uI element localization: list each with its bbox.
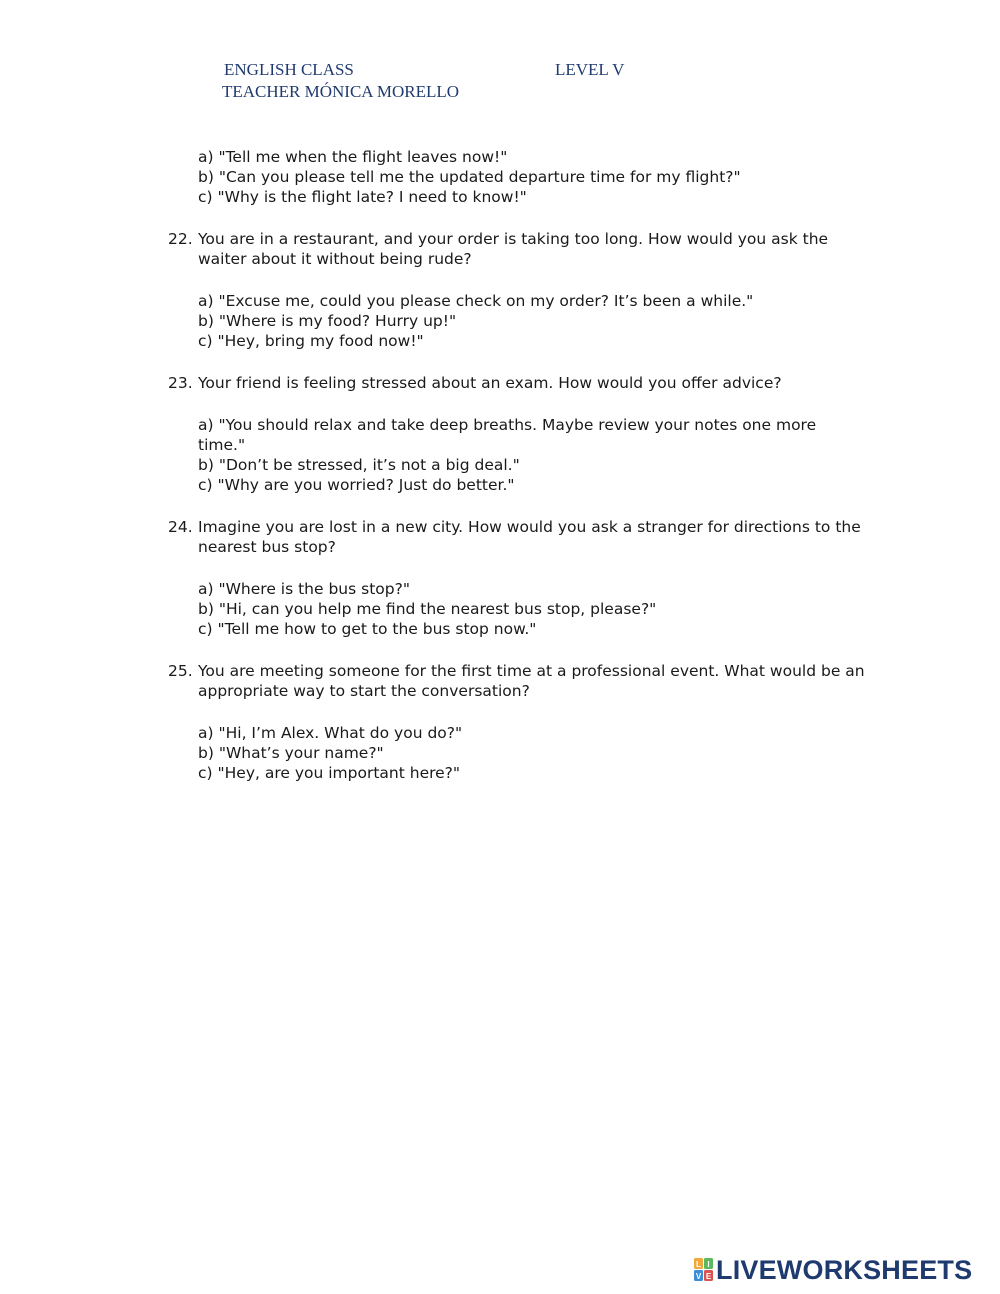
option-a[interactable]: a) "Excuse me, could you please check on my order? It’s been a while." bbox=[198, 292, 754, 310]
question-number: 22. bbox=[168, 230, 193, 248]
question-number: 25. bbox=[168, 662, 193, 680]
answer-options bbox=[198, 291, 868, 351]
question-22 bbox=[168, 229, 868, 351]
option-c[interactable]: c) "Hey, bring my food now!" bbox=[198, 332, 424, 350]
option-c[interactable]: c) "Tell me how to get to the bus stop now." bbox=[198, 620, 537, 638]
option-a[interactable]: a) "Tell me when the flight leaves now!" bbox=[198, 148, 508, 166]
question-23 bbox=[168, 373, 868, 495]
option-b[interactable]: b) "Hi, can you help me find the nearest bus stop, please?" bbox=[198, 600, 657, 618]
svg-text:E: E bbox=[705, 1272, 712, 1281]
option-c[interactable]: c) "Hey, are you important here?" bbox=[198, 764, 461, 782]
option-c[interactable]: c) "Why are you worried? Just do better." bbox=[198, 476, 515, 494]
svg-text:L: L bbox=[696, 1260, 701, 1269]
teacher-name: TEACHER MÓNICA MORELLO bbox=[222, 82, 460, 101]
option-b[interactable]: b) "Where is my food? Hurry up!" bbox=[198, 312, 457, 330]
lead-options bbox=[198, 147, 868, 207]
question-text: You are in a restaurant, and your order is taking too long. How would you ask the waiter about it without being rude? bbox=[198, 230, 829, 268]
question-text: You are meeting someone for the first time at a professional event. What would be an appropriate way to start the conversation? bbox=[198, 662, 865, 700]
answer-options bbox=[198, 579, 868, 639]
class-title: ENGLISH CLASS bbox=[224, 60, 354, 79]
option-b[interactable]: b) "Don’t be stressed, it’s not a big deal." bbox=[198, 456, 520, 474]
svg-text:I: I bbox=[707, 1260, 710, 1269]
question-number: 24. bbox=[168, 518, 193, 536]
question-25 bbox=[168, 661, 868, 783]
question-24 bbox=[168, 517, 868, 639]
svg-text:V: V bbox=[695, 1272, 702, 1281]
logo-text: LIVEWORKSHEETS bbox=[716, 1255, 973, 1285]
option-b[interactable]: b) "Can you please tell me the updated departure time for my flight?" bbox=[198, 168, 741, 186]
question-text: Imagine you are lost in a new city. How would you ask a stranger for directions to the nearest bus stop? bbox=[198, 518, 861, 556]
answer-options bbox=[198, 415, 868, 495]
option-a[interactable]: a) "Where is the bus stop?" bbox=[198, 580, 410, 598]
live-blocks-icon bbox=[694, 1258, 714, 1282]
question-number: 23. bbox=[168, 374, 193, 392]
option-c[interactable]: c) "Why is the flight late? I need to know!" bbox=[198, 188, 527, 206]
worksheet-content bbox=[168, 147, 868, 783]
answer-options bbox=[198, 723, 868, 783]
option-a[interactable]: a) "You should relax and take deep breaths. Maybe review your notes one more time." bbox=[198, 416, 817, 454]
option-b[interactable]: b) "What’s your name?" bbox=[198, 744, 384, 762]
question-text: Your friend is feeling stressed about an exam. How would you offer advice? bbox=[198, 374, 782, 392]
liveworksheets-logo bbox=[694, 1255, 972, 1285]
option-a[interactable]: a) "Hi, I’m Alex. What do you do?" bbox=[198, 724, 463, 742]
level-label: LEVEL V bbox=[555, 60, 625, 79]
